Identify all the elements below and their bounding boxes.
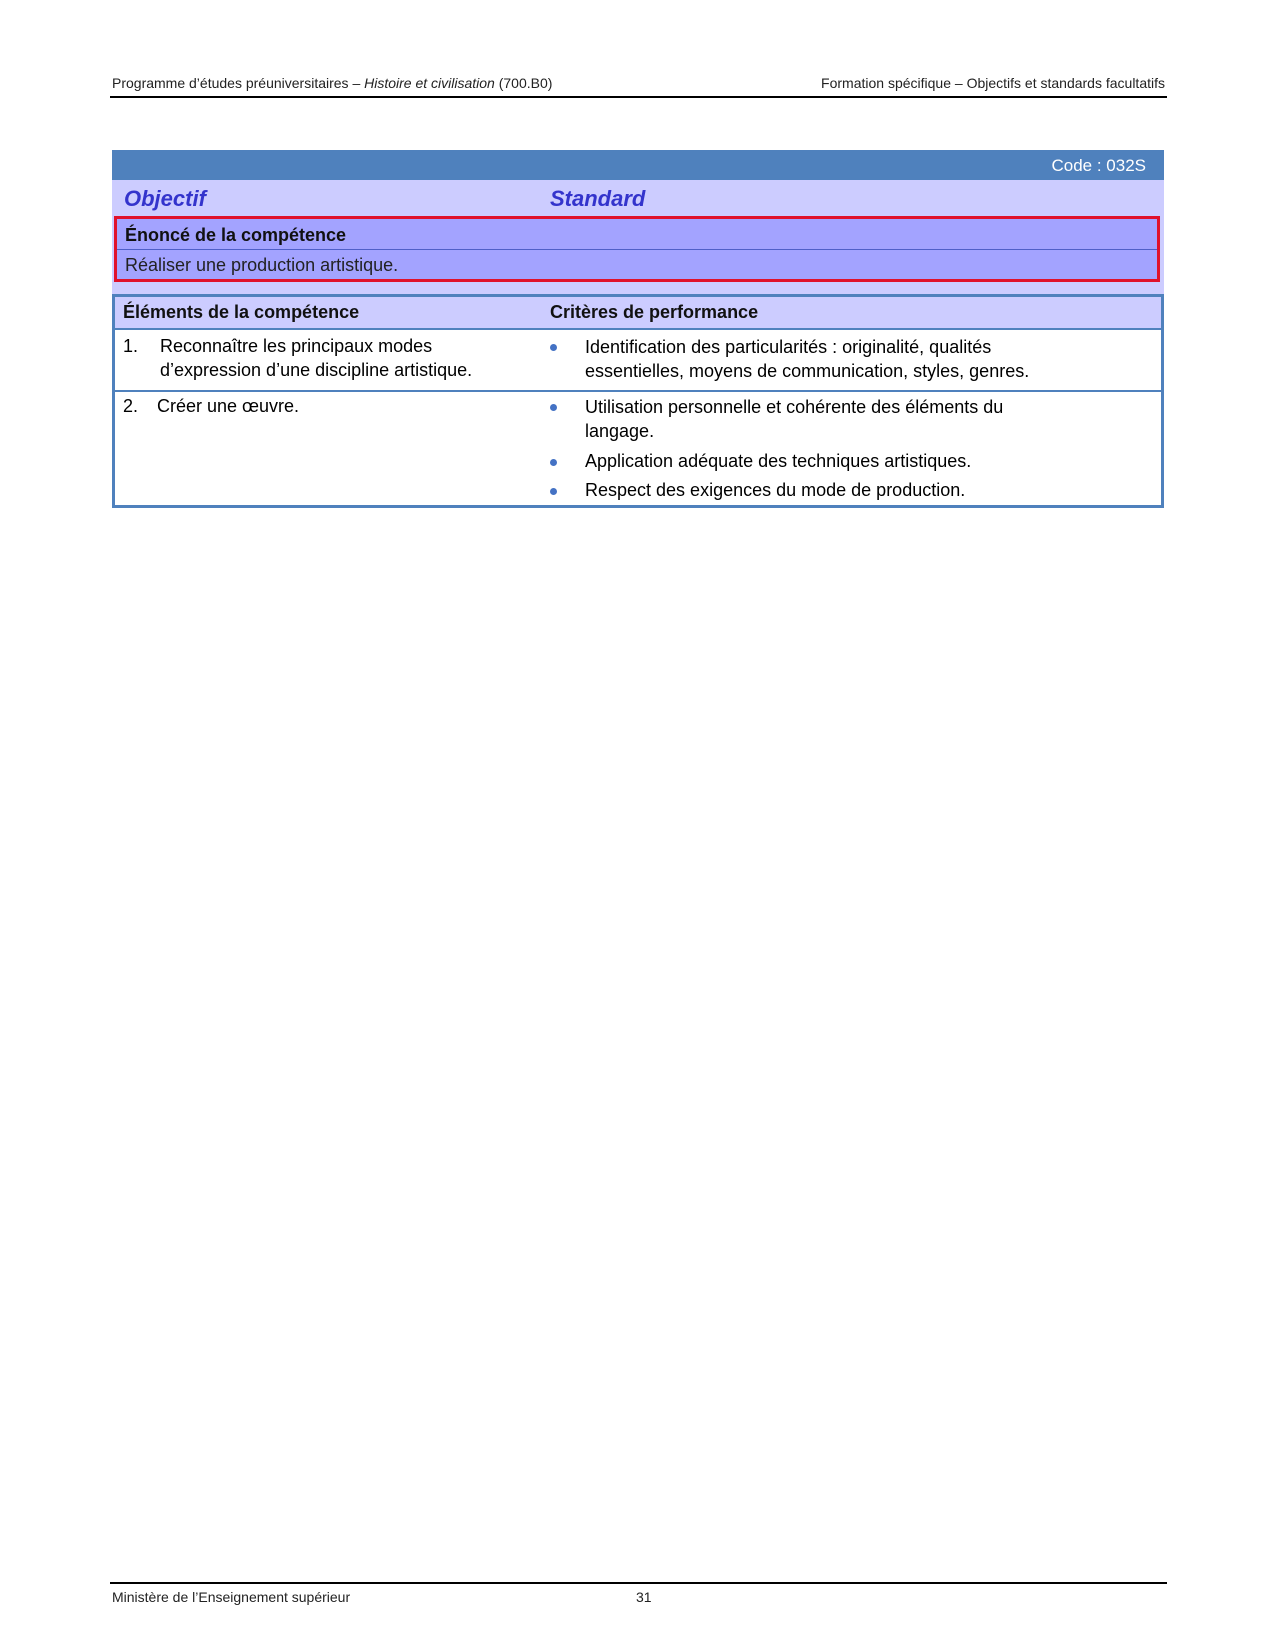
bullet-icon [550, 404, 557, 411]
criterion-text-line: Respect des exigences du mode de production. [585, 480, 966, 500]
header-rule [110, 96, 1167, 98]
col-criteres-header: Critères de performance [550, 302, 759, 322]
code-bar [112, 150, 1164, 180]
footer-ministry: Ministère de l’Enseignement supérieur [112, 1589, 351, 1605]
page-number: 31 [636, 1589, 652, 1605]
criterion-text-line: langage. [585, 421, 655, 441]
competency-table [112, 294, 1164, 508]
element-text-line: Créer une œuvre. [157, 396, 300, 416]
header-program-title [112, 75, 552, 91]
element-number: 1. [123, 336, 139, 356]
criterion-text-line: Application adéquate des techniques artistiques. [585, 451, 972, 471]
header-program-prefix: Programme d’études préuniversitaires – [112, 75, 365, 91]
enonce-heading: Énoncé de la compétence [125, 225, 347, 245]
objectif-label: Objectif [124, 186, 206, 211]
header-section-title: Formation spécifique – Objectifs et standards facultatifs [821, 75, 1165, 91]
element-text-line: Reconnaître les principaux modes [160, 336, 433, 356]
row-separator [115, 390, 1161, 392]
header-program-name: Histoire et civilisation [364, 75, 495, 91]
element-number: 2. [123, 396, 139, 416]
header-program-code: (700.B0) [494, 75, 553, 91]
bullet-icon [550, 459, 557, 466]
enonce-text: Réaliser une production artistique. [125, 255, 399, 275]
criterion-text-line: Utilisation personnelle et cohérente des éléments du [585, 397, 1004, 417]
col-elements-header: Éléments de la compétence [123, 302, 360, 322]
criterion-text-line: essentielles, moyens de communication, styles, genres. [585, 361, 1030, 381]
table-header [115, 297, 1161, 330]
enonce-box [114, 216, 1160, 282]
enonce-separator [117, 249, 1157, 250]
competency-code: Code : 032S [1051, 156, 1146, 175]
bullet-icon [550, 344, 557, 351]
bullet-icon [550, 488, 557, 495]
criterion-text-line: Identification des particularités : originalité, qualités [585, 337, 992, 357]
standard-label: Standard [550, 186, 646, 211]
element-text-line: d’expression d’une discipline artistique. [160, 360, 473, 380]
footer-rule [110, 1582, 1167, 1584]
